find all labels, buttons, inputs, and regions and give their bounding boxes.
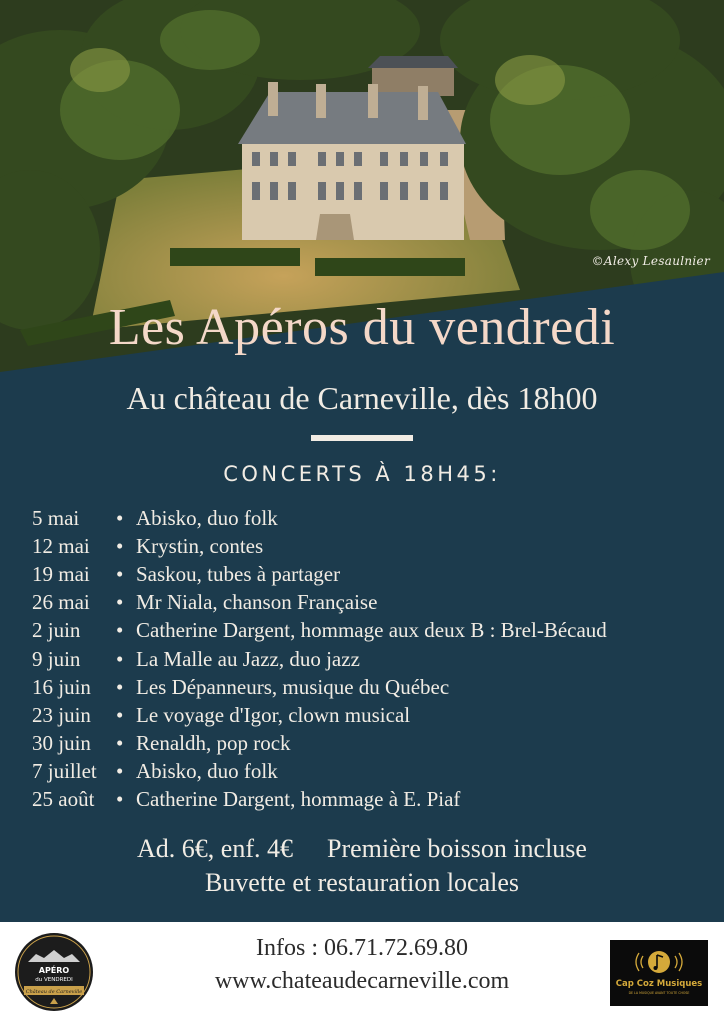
concert-performer: Abisko, duo folk (136, 505, 278, 530)
concert-performer: Catherine Dargent, hommage aux deux B : Brel-Bécaud (136, 618, 607, 643)
schedule-row (32, 645, 712, 673)
concert-date: 30 juin (32, 731, 91, 756)
concert-date: 26 mai (32, 590, 90, 615)
concert-performer: Catherine Dargent, hommage à E. Piaf (136, 787, 461, 812)
bullet: • (116, 618, 124, 643)
logo-left-top: APÉRO (38, 966, 70, 975)
concert-performer: Renaldh, pop rock (136, 731, 291, 756)
concert-date: 5 mai (32, 505, 80, 530)
bar-note: Buvette et restauration locales (204, 868, 520, 897)
bullet: • (116, 787, 124, 812)
logo-right-tagline: DE LA MUSIQUE AVANT TOUTE CHOSE (628, 991, 690, 995)
page-subtitle: Au château de Carneville, dès 18h00 (126, 380, 598, 416)
logo-left-top2: du VENDREDI (35, 977, 73, 983)
photo-credit: ©Alexy Lesaulnier (591, 254, 710, 268)
schedule-row (32, 673, 712, 701)
pricing-line (0, 832, 724, 866)
concert-performer: Les Dépanneurs, musique du Québec (136, 674, 450, 699)
concert-date: 9 juin (32, 646, 81, 671)
bullet: • (116, 759, 124, 784)
schedule-row (32, 504, 712, 532)
schedule-row (32, 786, 712, 814)
schedule-row (32, 532, 712, 560)
website-link[interactable]: www.chateaudecarneville.com (214, 968, 510, 994)
bullet: • (116, 590, 124, 615)
admission-price: Ad. 6€, enf. 4€ (137, 834, 294, 863)
bullet: • (116, 561, 124, 586)
concert-date: 19 mai (32, 561, 90, 586)
bullet: • (116, 533, 124, 558)
concert-performer: La Malle au Jazz, duo jazz (136, 646, 360, 671)
drink-included: Première boisson incluse (327, 834, 587, 863)
logo-right-name: Cap Coz Musiques (615, 979, 703, 989)
concert-date: 25 août (32, 787, 95, 812)
concert-date: 16 juin (32, 674, 91, 699)
concerts-heading: CONCERTS À 18H45: (223, 462, 501, 486)
page-title: Les Apéros du vendredi (108, 299, 616, 356)
divider-rule (311, 435, 413, 441)
schedule-row (32, 730, 712, 758)
concert-performer: Mr Niala, chanson Française (136, 590, 378, 615)
concert-performer: Krystin, contes (136, 533, 264, 558)
concert-date: 2 juin (32, 618, 81, 643)
concert-performer: Le voyage d'Igor, clown musical (136, 702, 411, 727)
bullet: • (116, 505, 124, 530)
concert-date: 7 juillet (32, 759, 97, 784)
bullet: • (116, 674, 124, 699)
schedule-row (32, 617, 712, 645)
logo-left-bottom: Château de Carneville (25, 989, 83, 995)
concert-performer: Abisko, duo folk (136, 759, 278, 784)
concert-performer: Saskou, tubes à partager (136, 561, 341, 586)
concert-date: 23 juin (32, 702, 91, 727)
cap-coz-musiques-logo (610, 940, 708, 1006)
concert-schedule (32, 504, 712, 814)
schedule-row (32, 560, 712, 588)
bullet: • (116, 646, 124, 671)
schedule-row (32, 758, 712, 786)
contact-phone: Infos : 06.71.72.69.80 (256, 935, 468, 961)
schedule-row (32, 701, 712, 729)
bullet: • (116, 731, 124, 756)
schedule-row (32, 589, 712, 617)
concert-date: 12 mai (32, 533, 90, 558)
bullet: • (116, 702, 124, 727)
